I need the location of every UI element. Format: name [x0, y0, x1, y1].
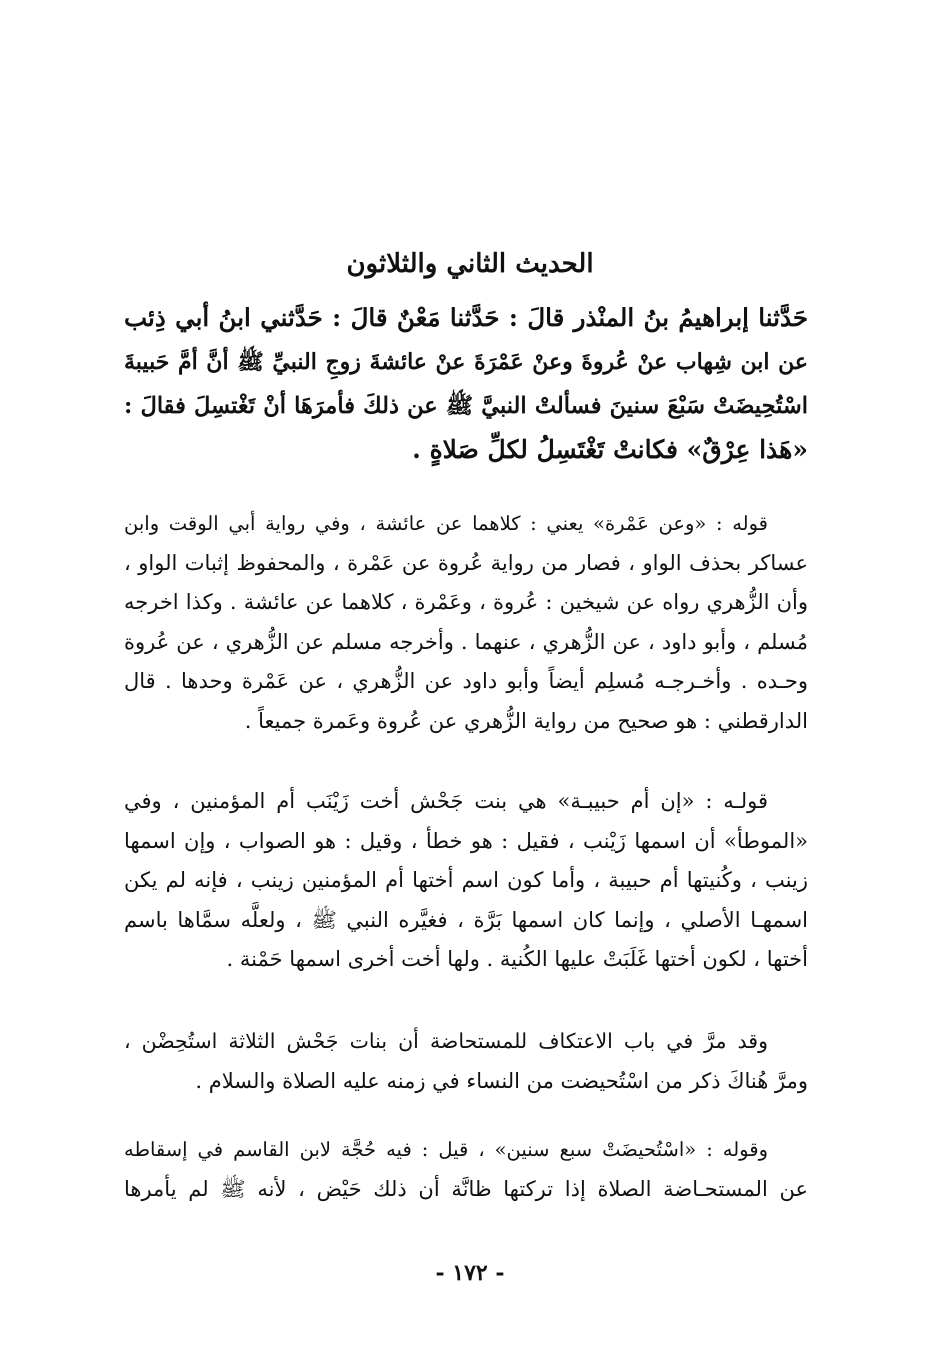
paragraph-line: عن المستحـاضة الصلاة إذا تركتها ظانَّة أن ذلك حَيْض ، لأنه ﷺ لم يأمرها	[124, 1176, 808, 1201]
hadith-line: «هَذا عِرْقٌ» فكانتْ تَغْتَسِلُ لكلِّ صَلاةٍ .	[412, 435, 808, 464]
page-number: - ١٧٢ -	[435, 1260, 505, 1286]
commentary-paragraph-umm-habiba	[124, 782, 808, 980]
commentary-paragraph-itikaf	[124, 1022, 808, 1101]
paragraph-line: عساكر بحذف الواو ، فصار من رواية عُروة عن عَمْرة ، والمحفوظ إثبات الواو ،	[124, 550, 808, 575]
paragraph-line: «الموطأ» أن اسمها زَيْنب ، فقيل : هو خطأ ، وقيل : هو الصواب ، وإن اسمها	[124, 828, 808, 853]
paragraph-line: وأن الزُّهري رواه عن شيخين : عُروة ، وعَمْرة ، كلاهما عن عائشة . وكذا اخرجه	[124, 590, 808, 615]
paragraph-line: قولـه : «إن أم حبيبـة» هي بنت جَحْش أخت زَيْنَب أم المؤمنين ، وفي	[124, 789, 768, 813]
paragraph-line: مُسلم ، وأبو داود ، عن الزُّهري ، عنهما . وأخرجه مسلم عن الزُّهري ، عن عُروة	[124, 629, 808, 654]
paragraph-line: الدارقطني : هو صحيح من رواية الزُّهري عن عُروة وعَمرة جميعاً .	[244, 708, 808, 733]
hadith-heading: الحديث الثاني والثلاثون	[346, 249, 594, 279]
paragraph-line: ومرَّ هُناكَ ذكر من اسْتُحيضت من النساء في زمنه عليه الصلاة والسلام .	[195, 1068, 808, 1093]
paragraph-line: وقد مرَّ في باب الاعتكاف للمستحاضة أن بنات جَحْش الثلاثة استُحِضْن ،	[124, 1029, 768, 1053]
paragraph-line: اسمهـا الأصلي ، وإنما كان اسمها بَرَّة ، فغيَّره النبي ﷺ ، ولعلَّه سمَّاها باسم	[124, 907, 808, 932]
commentary-paragraph-amra	[124, 504, 808, 742]
paragraph-line: وحـده . وأخـرجـه مُسلِم أيضاً وأبو داود عن الزُّهري ، عن عَمْرة وحدها . قال	[124, 669, 808, 694]
hadith-line: حَدَّثنا إبراهيمُ بنُ المنْذر قالَ : حَدَّثنا مَعْنٌ قالَ : حَدَّثني ابنُ أبي ذِئب	[124, 303, 808, 332]
commentary-paragraph-seven-years	[124, 1130, 808, 1209]
paragraph-line: أختها ، لكون أختها غَلَبَتْ عليها الكُنية . ولها أخت أخرى اسمها حَمْنة .	[226, 947, 808, 972]
hadith-text	[124, 296, 808, 472]
hadith-line: عن ابن شِهاب عنْ عُروةَ وعنْ عَمْرَةَ عنْ عائشةَ زوجِ النبيِّ ﷺ أنَّ أمَّ حَبيبةَ	[124, 349, 808, 375]
paragraph-line: وقوله : «اسْتُحيضَتْ سبع سنين» ، قيل : فيه حُجَّة لابن القاسم في إسقاطه	[124, 1138, 768, 1161]
paragraph-line: قوله : «وعن عَمْرة» يعني : كلاهما عن عائشة ، وفي رواية أبي الوقت وابن	[124, 512, 768, 535]
paragraph-line: زينب ، وكُنيتها أم حبيبة ، وأما كون اسم أختها أم المؤمنين زينب ، فإنه لم يكن	[124, 868, 808, 893]
hadith-line: اسْتُحِيضَتْ سَبْعَ سنينَ فسألتْ النبيَّ ﷺ عن ذلكَ فأمرَهَا أنْ تَغْتسِلَ فقالَ :	[124, 393, 808, 419]
